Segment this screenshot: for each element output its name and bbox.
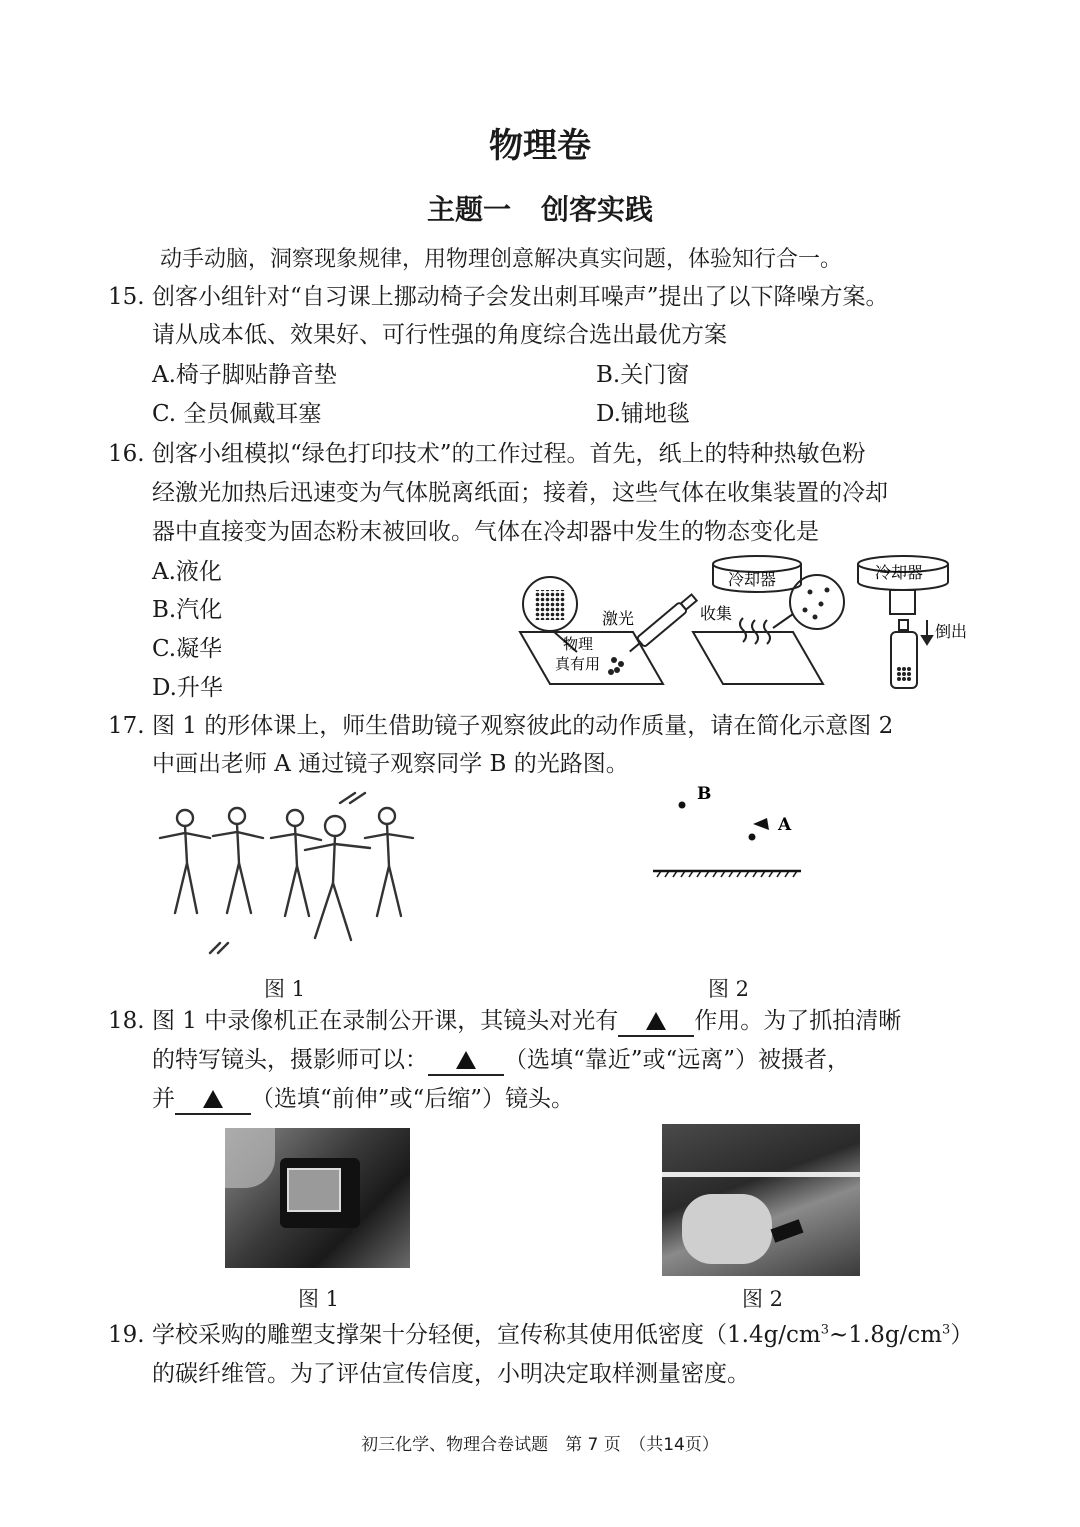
q15-stem-line-2: 请从成本低、效果好、可行性强的角度综合选出最优方案 (152, 322, 727, 348)
q19-line-2: 的碳纤维管。为了评估宣传信度，小明决定取样测量密度。 (152, 1361, 750, 1387)
q16-option-a: A.液化 (152, 559, 222, 585)
eye-icon (749, 818, 770, 841)
collect-label: 收集 (700, 604, 733, 623)
paper-text-1: 物理 (563, 635, 594, 653)
q19-number: 19. (108, 1322, 145, 1348)
q18-number: 18. (108, 1008, 145, 1034)
q16-stem-line-3: 器中直接变为固态粉末被回收。气体在冷却器中发生的物态变化是 (152, 519, 819, 545)
dance-class-figure (155, 788, 420, 963)
q16-stem-line-2: 经激光加热后迅速变为气体脱离纸面；接着，这些气体在收集装置的冷却 (152, 480, 888, 506)
hand-shape (682, 1194, 772, 1264)
q16-option-d: D.升华 (152, 675, 223, 701)
q19-line-1-c: ） (950, 1322, 974, 1348)
cooler-label-1: 冷却器 (728, 570, 777, 589)
cooler-label-2: 冷却器 (875, 563, 924, 582)
hands-closeup-photo (662, 1124, 860, 1276)
laser-label: 激光 (602, 609, 635, 628)
point-b-label: B (697, 784, 712, 804)
q19-sup-2: 3 (942, 1322, 951, 1338)
dancer-1 (160, 810, 210, 913)
q17-number: 17. (108, 713, 145, 739)
q19-line-1 (152, 1322, 973, 1350)
q18-line-1-b: 作用。为了抓拍清晰 (694, 1008, 902, 1034)
dancer-3 (271, 810, 321, 916)
q16-option-c: C.凝华 (152, 636, 223, 662)
vapor-magnified-circle (790, 575, 844, 629)
theme-label: 主题一 (426, 193, 511, 226)
point-a (749, 834, 756, 841)
theme-intro: 动手动脑，洞察现象规律，用物理创意解决真实问题，体验知行合一。 (160, 247, 843, 272)
q18-line-1 (152, 1008, 901, 1036)
point-a-label: A (778, 815, 792, 835)
q15-option-d: D.铺地毯 (596, 401, 690, 427)
triangle-icon (456, 1051, 476, 1069)
q16-number: 16. (108, 441, 145, 467)
q18-line-3-a: 并 (152, 1086, 175, 1112)
q15-option-b: B.关门窗 (596, 362, 690, 388)
q19-line-1-a: 学校采购的雕塑支撑架十分轻便，宣传称其使用低密度（1.4g/cm (152, 1322, 821, 1348)
paper-text-2: 真有用 (555, 655, 601, 673)
answer-blank-1[interactable] (618, 1012, 694, 1037)
q19-line-1-b: ~1.8g/cm (829, 1322, 943, 1348)
q15-option-a: A.椅子脚贴静音垫 (152, 362, 337, 388)
answer-blank-2[interactable] (428, 1051, 504, 1076)
q18-fig1-caption: 图 1 (298, 1287, 340, 1311)
camera-screen (287, 1168, 341, 1212)
pour-label: 倒出 (935, 622, 968, 641)
dancer-5 (365, 808, 413, 916)
mirror-diagram (645, 780, 805, 880)
camera-recording-photo (225, 1128, 410, 1268)
q17-fig2-caption: 图 2 (708, 977, 750, 1001)
q15-stem-line-1: 创客小组针对“自习课上挪动椅子会发出刺耳噪声”提出了以下降噪方案。 (152, 284, 889, 310)
q15-option-c: C. 全员佩戴耳塞 (152, 401, 322, 427)
vapor-lines (740, 618, 770, 644)
q15-number: 15. (108, 284, 145, 310)
q16-option-b: B.汽化 (152, 597, 223, 623)
q17-fig1-caption: 图 1 (264, 977, 306, 1001)
q18-line-2-a: 的特写镜头，摄影师可以： (152, 1047, 428, 1073)
q18-line-2 (152, 1047, 850, 1075)
q17-stem-line-2: 中画出老师 A 通过镜子观察同学 B 的光路图。 (152, 751, 629, 777)
q19-sup-1: 3 (820, 1322, 830, 1338)
answer-blank-3[interactable] (175, 1090, 251, 1115)
theme-name: 创客实践 (541, 193, 654, 226)
q17-stem-line-1: 图 1 的形体课上，师生借助镜子观察彼此的动作质量，请在简化示意图 2 (152, 713, 894, 739)
q18-line-2-b: （选填“靠近”或“远离”）被摄者， (504, 1047, 851, 1073)
page-footer: 初三化学、物理合卷试题 第 7 页 （共14页） (361, 1435, 719, 1455)
q18-line-1-a: 图 1 中录像机正在录制公开课，其镜头对光有 (152, 1008, 619, 1034)
q18-fig2-caption: 图 2 (742, 1287, 784, 1311)
triangle-icon (646, 1012, 666, 1030)
bottle-cap (899, 620, 908, 630)
theme-heading (0, 188, 1080, 228)
q16-stem-line-1: 创客小组模拟“绿色打印技术”的工作过程。首先，纸上的特种热敏色粉 (152, 441, 866, 467)
dancer-teacher (305, 816, 370, 940)
dancer-2 (213, 808, 263, 913)
q18-line-3 (152, 1086, 574, 1114)
triangle-icon (203, 1090, 223, 1108)
page-title: 物理卷 (489, 126, 591, 166)
point-b (679, 802, 686, 809)
q18-line-3-b: （选填“前伸”或“后缩”）镜头。 (251, 1086, 575, 1112)
green-printing-figure (515, 552, 975, 697)
laser-pen-icon (626, 593, 698, 656)
rod (662, 1172, 860, 1177)
